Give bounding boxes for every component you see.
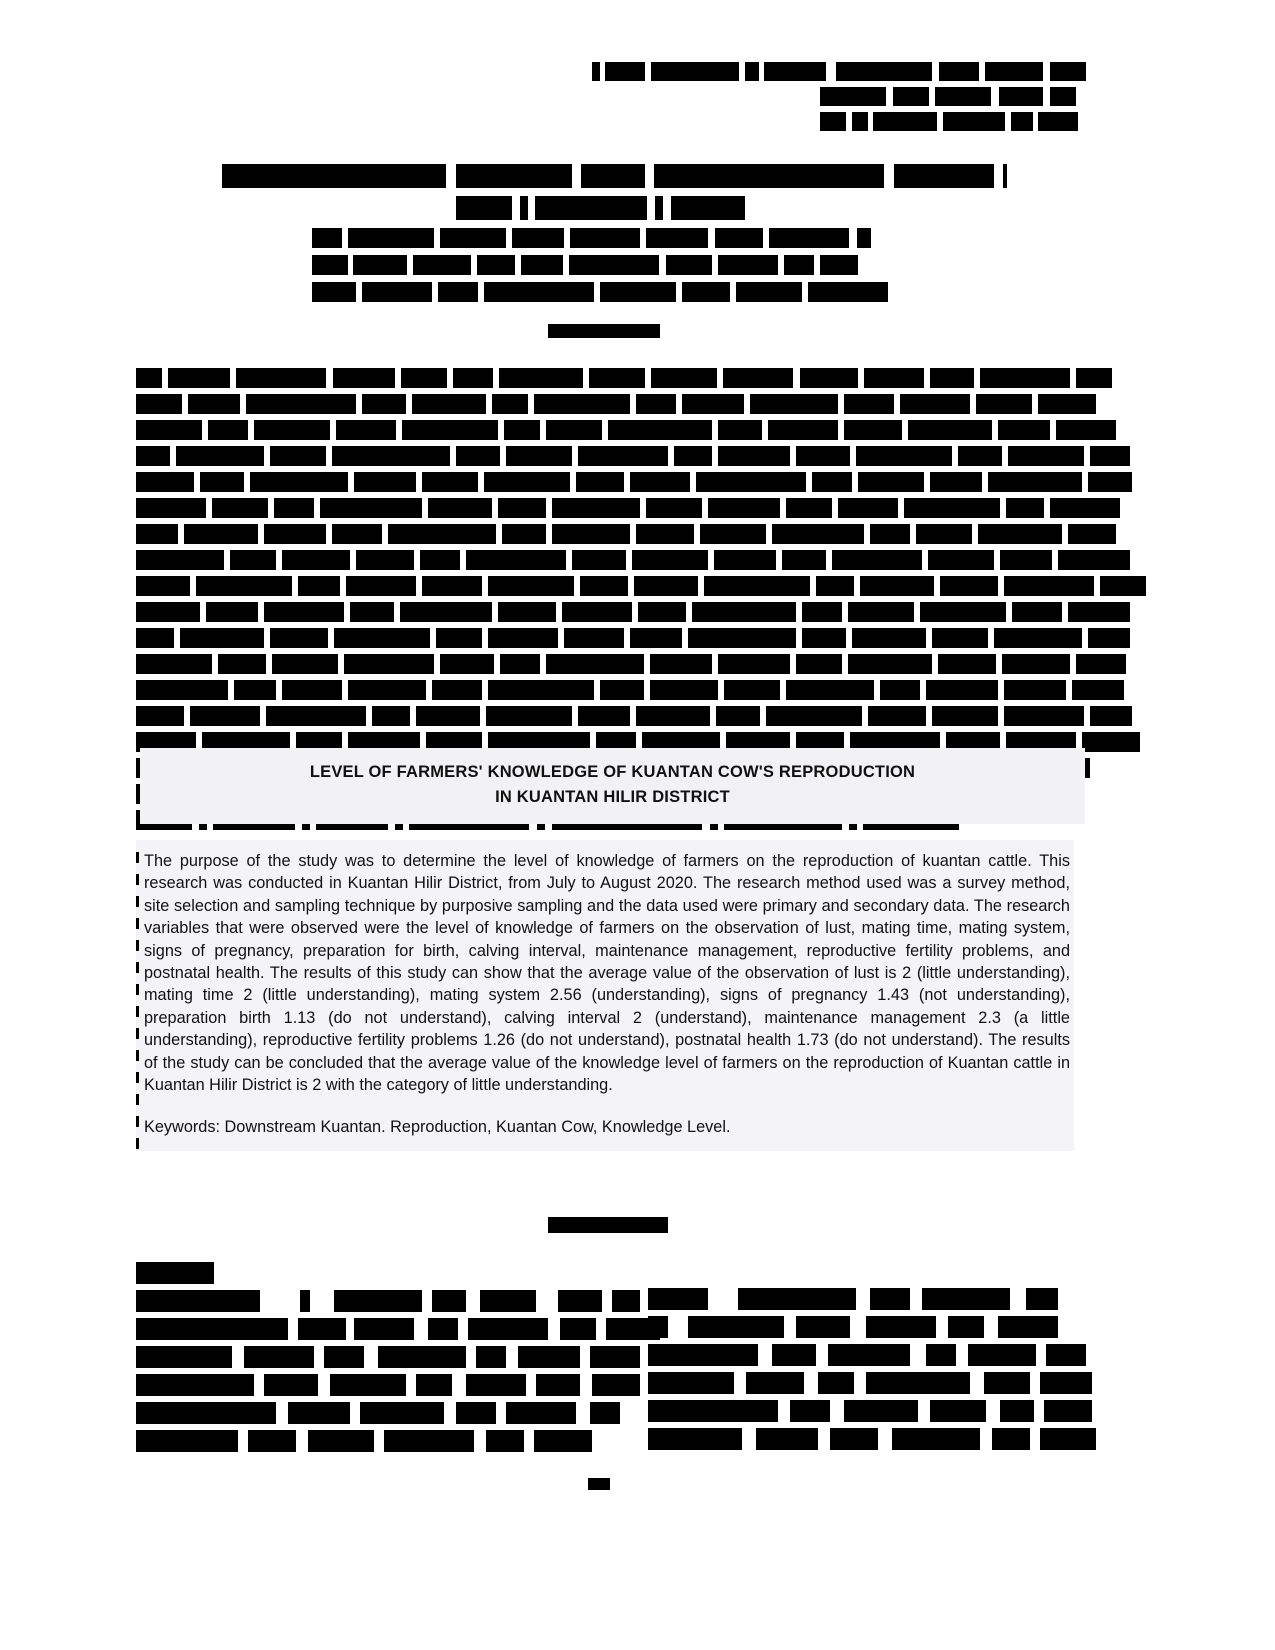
article-title-line-2: IN KUANTAN HILIR DISTRICT (495, 788, 730, 806)
redacted-footer-label (548, 1217, 668, 1233)
redacted-section-label (548, 324, 660, 338)
redacted-line (136, 654, 1146, 674)
redacted-line (136, 1374, 660, 1396)
redacted-line (136, 446, 1146, 466)
redacted-line (136, 1346, 660, 1368)
redacted-line (136, 1430, 660, 1452)
redacted-line (136, 368, 1146, 388)
redacted-footer-page-number (588, 1478, 610, 1490)
redacted-line (222, 196, 1007, 220)
redacted-line (312, 255, 888, 275)
article-title-line-1: LEVEL OF FARMERS' KNOWLEDGE OF KUANTAN COW'S REPRODUCTION (309, 763, 916, 781)
redacted-line (136, 602, 1146, 622)
redacted-footer-block-left (136, 1262, 660, 1458)
article-title-band (140, 748, 1085, 824)
redacted-footer-block-right (648, 1288, 1096, 1456)
redacted-line (136, 550, 1146, 570)
redacted-line (648, 1400, 1096, 1422)
redacted-line (136, 394, 1146, 414)
redacted-line (312, 282, 888, 302)
abstract-line-markers (136, 852, 140, 1160)
abstract-text: The purpose of the study was to determine the level of knowledge of farmers on the reproduction of kuantan cattle. This research was conducted in Kuantan Hilir District, from July to August 2020. The research method used was a survey method, site selection and sampling technique by purposive sampling and the data used were primary and secondary data. The research variables that were observed were the level of knowledge of farmers on the observation of lust, mating time, mating system, signs of pregnancy, preparation for birth, calving interval, maintenance management, reproductive fertility problems, and postnatal health. The results of this study can show that the average value of the observation of lust is 2 (little understanding), mating time 2 (little understanding), mating system 2.56 (understanding), signs of pregnancy 1.43 (not understanding), preparation birth 1.13 (do not understand), calving interval 2 (understand), maintenance management 2.3 (a little understanding), reproductive fertility problems 1.26 (do not understand), postnatal health 1.73 (do not understand). The results of the study can be concluded that the average value of the knowledge level of farmers on the reproduction of Kuantan cattle in Kuantan Hilir District is 2 with the category of little understanding. (144, 852, 1070, 1095)
redacted-line (136, 628, 1146, 648)
redacted-line (592, 112, 1086, 131)
redacted-line (592, 87, 1086, 106)
redacted-line (136, 706, 1146, 726)
redacted-line (136, 576, 1146, 596)
redacted-line (136, 524, 1146, 544)
redacted-line (648, 1288, 1096, 1310)
redacted-line (312, 228, 888, 248)
redacted-line (222, 164, 1007, 188)
redacted-authors-block (312, 228, 888, 309)
redacted-line (648, 1316, 1096, 1338)
redacted-line (136, 420, 1146, 440)
redacted-line (648, 1344, 1096, 1366)
redacted-line (548, 1217, 668, 1233)
redacted-line (592, 62, 1086, 81)
redacted-header-block (592, 62, 1086, 137)
redacted-line (136, 1262, 660, 1284)
redacted-line (588, 1478, 610, 1490)
abstract-band (136, 840, 1074, 1151)
redacted-line (136, 680, 1146, 700)
redacted-line (648, 1372, 1096, 1394)
abstract-keywords: Keywords: Downstream Kuantan. Reproduction, Kuantan Cow, Knowledge Level. (144, 1118, 731, 1137)
redacted-line (136, 472, 1146, 492)
redacted-journal-title-block (222, 164, 1007, 228)
redacted-line (136, 1402, 660, 1424)
redacted-line (548, 324, 660, 338)
redacted-line (136, 498, 1146, 518)
redacted-line (136, 1318, 660, 1340)
redacted-line (648, 1428, 1096, 1450)
redacted-line (136, 1290, 660, 1312)
